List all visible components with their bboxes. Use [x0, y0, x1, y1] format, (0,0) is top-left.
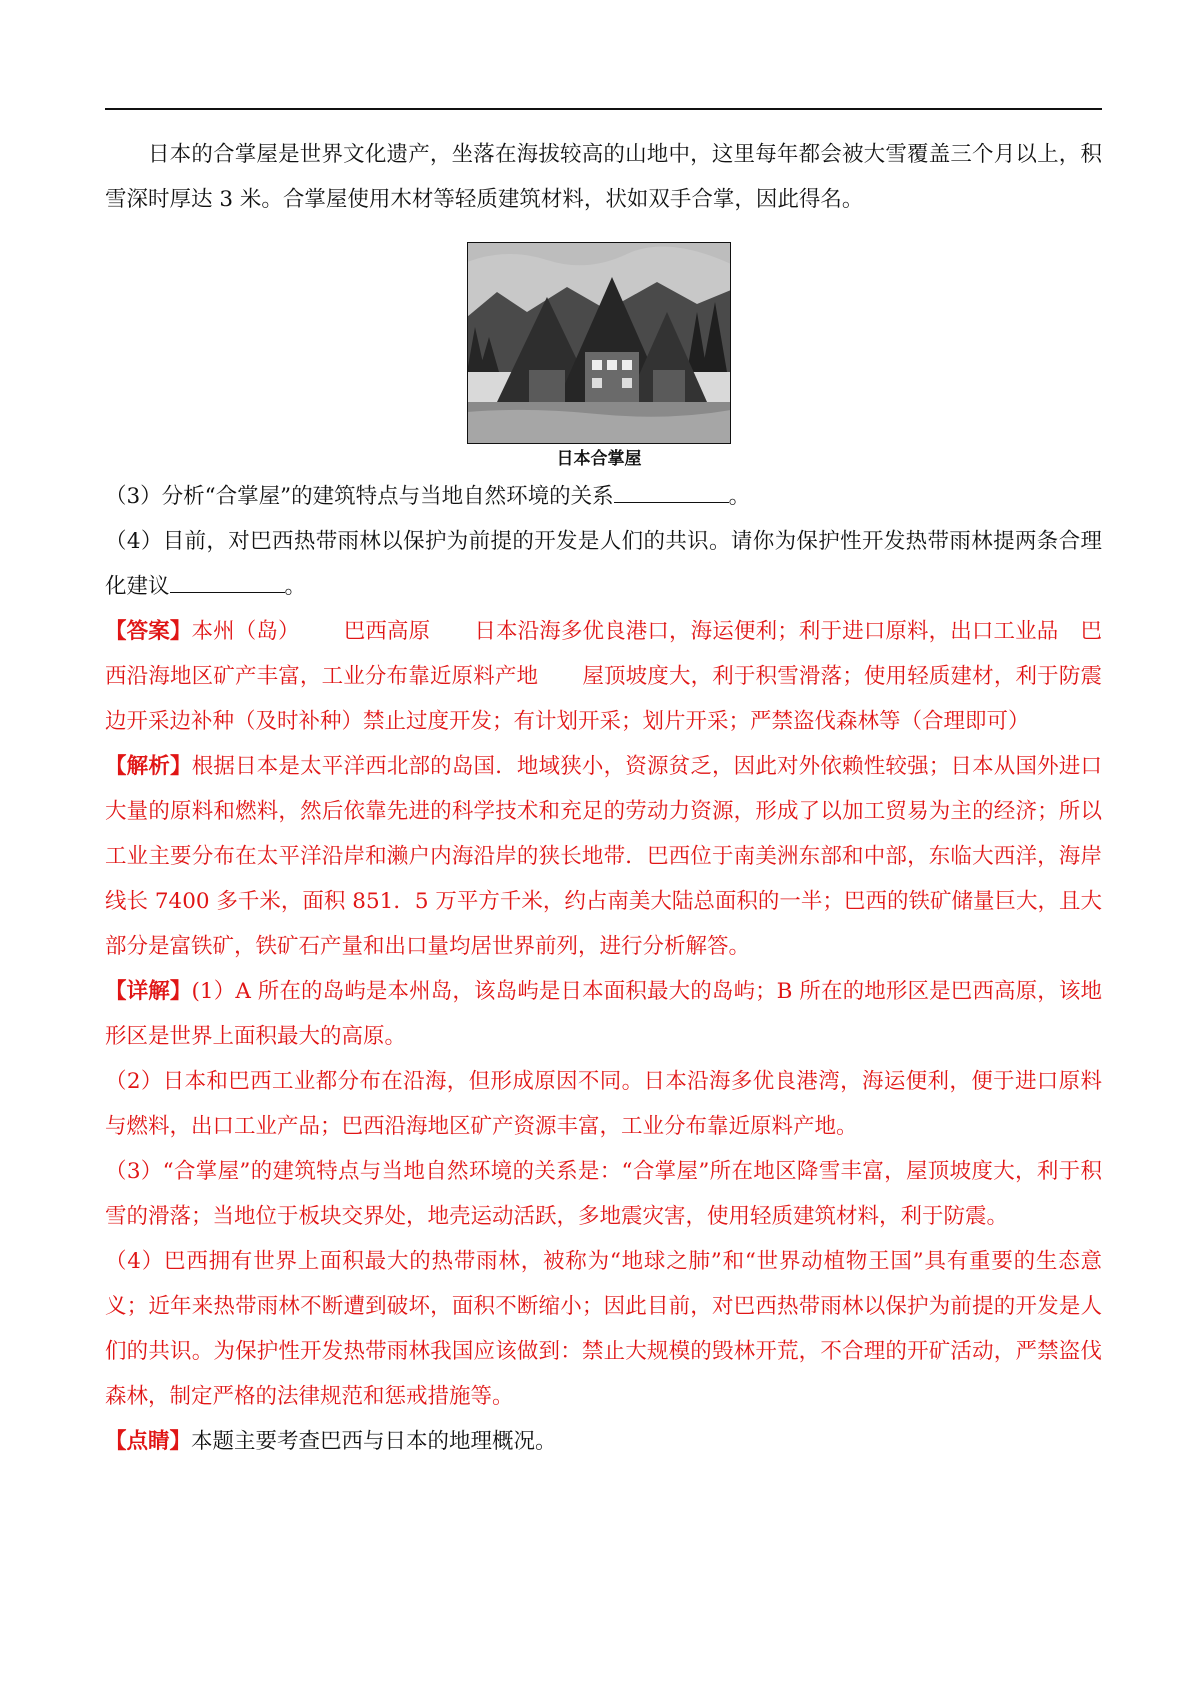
question-4-end: 。: [284, 574, 307, 599]
answer-tag: 【答案】: [105, 619, 192, 644]
question-3-text: （3）分析“合掌屋”的建筑特点与当地自然环境的关系: [105, 484, 614, 509]
answer-part-1: 本州（岛）: [191, 619, 300, 644]
detail-paragraph-3: （3）“合掌屋”的建筑特点与当地自然环境的关系是：“合掌屋”所在地区降雪丰富，屋顶坡度大，利于积雪的滑落；当地位于板块交界处，地壳运动活跃，多地震灾害，使用轻质建筑材料，利于防震。: [105, 1159, 1102, 1229]
answer-paragraph: [105, 609, 1102, 744]
question-4-text: （4）目前，对巴西热带雨林以保护为前提的开发是人们的共识。请你为保护性开发热带雨林提两条合理化建议: [105, 529, 1102, 599]
answer-part-4: 巴西沿海地区矿产丰富，工业分布靠近原料产地: [105, 619, 1102, 689]
gassho-house-photo: [467, 242, 731, 444]
question-3-end: 。: [728, 484, 751, 509]
gassho-house-figure: [467, 242, 731, 472]
question-4: [105, 519, 1102, 609]
question-3: [105, 474, 1102, 519]
analysis-tag: 【解析】: [105, 754, 192, 779]
comment-tag: 【点睛】: [105, 1429, 192, 1454]
comment-paragraph: [105, 1419, 1102, 1464]
figure-caption: 日本合掌屋: [556, 449, 642, 469]
answer-part-6: 边开采边补种（及时补种）禁止过度开发；有计划开采；划片开采；严禁盗伐森林等（合理即可）: [105, 709, 1030, 734]
detail-text-1: (1）A 所在的岛屿是本州岛，该岛屿是日本面积最大的岛屿；B 所在的地形区是巴西高原，该地形区是世界上面积最大的高原。: [105, 979, 1102, 1049]
answer-part-5: 屋顶坡度大，利于积雪滑落；使用轻质建材，利于防震: [582, 664, 1102, 689]
comment-text: 本题主要考查巴西与日本的地理概况。: [191, 1429, 557, 1454]
detail-paragraph-2: （2）日本和巴西工业都分布在沿海，但形成原因不同。日本沿海多优良港湾，海运便利，便于进口原料与燃料，出口工业产品；巴西沿海地区矿产资源丰富，工业分布靠近原料产地。: [105, 1069, 1102, 1139]
intro-paragraph: 日本的合掌屋是世界文化遗产，坐落在海拔较高的山地中，这里每年都会被大雪覆盖三个月以上，积雪深时厚达 3 米。合掌屋使用木材等轻质建筑材料，状如双手合掌，因此得名。: [105, 142, 1102, 212]
analysis-paragraph: [105, 744, 1102, 969]
detail-paragraph-1: [105, 969, 1102, 1059]
page-content: [105, 132, 1102, 1464]
answer-blank-4: [170, 570, 285, 593]
detail-tag: 【详解】: [105, 979, 192, 1004]
analysis-text: 根据日本是太平洋西北部的岛国．地域狭小，资源贫乏，因此对外依赖性较强；日本从国外进口大量的原料和燃料，然后依靠先进的科学技术和充足的劳动力资源，形成了以加工贸易为主的经济；所以工业主要分布在太平洋沿岸和濑户内海沿岸的狭长地带．巴西位于南美洲东部和中部，东临大西洋，海岸线长 7400 多千米，面积 851．5 万平方千米，约占南美大陆总面积的一半；巴西的铁矿储量巨大，且大部分是富铁矿，铁矿石产量和出口量均居世界前列，进行分析解答。: [105, 754, 1102, 959]
detail-paragraph-4: （4）巴西拥有世界上面积最大的热带雨林，被称为“地球之肺”和“世界动植物王国”具有重要的生态意义；近年来热带雨林不断遭到破坏，面积不断缩小；因此目前，对巴西热带雨林以保护为前提的开发是人们的共识。为保护性开发热带雨林我国应该做到：禁止大规模的毁林开荒，不合理的开矿活动，严禁盗伐森林，制定严格的法律规范和惩戒措施等。: [105, 1249, 1102, 1409]
header-rule: [105, 108, 1102, 110]
answer-part-3: 日本沿海多优良港口，海运便利；利于进口原料，出口工业品: [474, 619, 1059, 644]
answer-blank-3: [614, 480, 729, 503]
answer-part-2: 巴西高原: [343, 619, 431, 644]
